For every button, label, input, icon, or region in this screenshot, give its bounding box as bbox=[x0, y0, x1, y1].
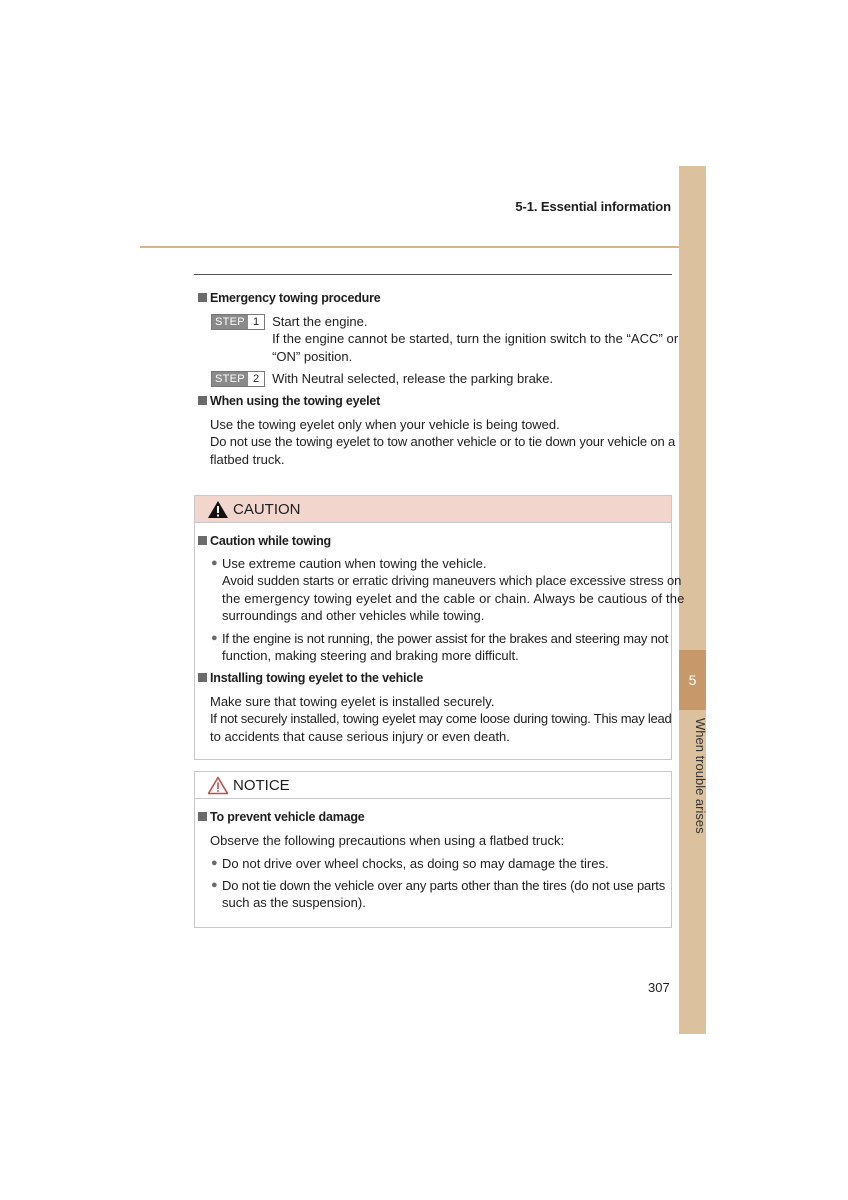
notice-heading bbox=[198, 810, 365, 824]
eyelet-line-2: Do not use the towing eyelet to tow another vehicle or to tie down your vehicle on a bbox=[210, 434, 676, 450]
caution-bullet-2 bbox=[211, 630, 669, 665]
step-label: STEP bbox=[212, 315, 248, 329]
notice-b2-line-1: Do not tie down the vehicle over any parts other than the tires (do not use parts bbox=[222, 878, 666, 893]
caution-install-heading-text: Installing towing eyelet to the vehicle bbox=[210, 671, 424, 685]
step-1-line-1: Start the engine. bbox=[272, 314, 368, 329]
square-bullet-icon bbox=[198, 673, 207, 682]
caution-b2-line-2: function, making steering and braking more difficult. bbox=[222, 648, 519, 664]
chapter-label: When trouble arises bbox=[693, 718, 708, 834]
eyelet-heading-text: When using the towing eyelet bbox=[210, 394, 381, 408]
caution-title: CAUTION bbox=[233, 500, 301, 518]
section-title: 5-1. Essential information bbox=[515, 199, 671, 214]
caution-b1-line-1: Use extreme caution when towing the vehicle. bbox=[222, 556, 487, 571]
notice-header bbox=[195, 772, 671, 799]
notice-bullet-1 bbox=[211, 855, 669, 872]
bullet-dot-icon: ● bbox=[211, 879, 218, 891]
page-number: 307 bbox=[648, 980, 670, 995]
caution-bullet-1 bbox=[211, 555, 685, 625]
caution-header bbox=[195, 496, 671, 523]
notice-intro: Observe the following precautions when using a flatbed truck: bbox=[210, 833, 565, 848]
bullet-dot-icon: ● bbox=[211, 632, 218, 644]
step-2 bbox=[211, 370, 553, 387]
notice-b2-line-2: such as the suspension). bbox=[222, 895, 366, 911]
notice-bullet-2 bbox=[211, 877, 669, 912]
square-bullet-icon bbox=[198, 293, 207, 302]
notice-title: NOTICE bbox=[233, 776, 290, 794]
notice-box bbox=[194, 771, 672, 928]
caution-b1-line-4: surroundings and other vehicles while towing. bbox=[222, 608, 485, 624]
warning-triangle-icon bbox=[207, 500, 229, 519]
caution-install-heading bbox=[198, 671, 423, 685]
content-divider bbox=[194, 274, 672, 275]
eyelet-line-3: flatbed truck. bbox=[210, 451, 285, 467]
step-1 bbox=[211, 313, 680, 365]
caution-s2-line-3: to accidents that cause serious injury or even death. bbox=[210, 728, 510, 744]
bullet-dot-icon: ● bbox=[211, 557, 218, 569]
emergency-heading bbox=[198, 291, 381, 305]
caution-install-text bbox=[210, 693, 670, 745]
notice-heading-text: To prevent vehicle damage bbox=[210, 810, 365, 824]
step-badge bbox=[211, 314, 265, 330]
bullet-dot-icon: ● bbox=[211, 857, 218, 869]
step-badge bbox=[211, 371, 265, 387]
chapter-tab bbox=[679, 650, 706, 710]
step-number: 2 bbox=[248, 372, 264, 386]
eyelet-text bbox=[210, 416, 676, 468]
notice-triangle-icon bbox=[207, 776, 229, 795]
caution-s2-line-1: Make sure that towing eyelet is installed securely. bbox=[210, 694, 495, 709]
caution-towing-heading-text: Caution while towing bbox=[210, 534, 331, 548]
step-2-line-1: With Neutral selected, release the parking brake. bbox=[272, 371, 554, 386]
step-label: STEP bbox=[212, 372, 248, 386]
caution-b1-line-2: Avoid sudden starts or erratic driving maneuvers which place excessive stress on bbox=[222, 573, 682, 589]
notice-b1-line-1: Do not drive over wheel chocks, as doing so may damage the tires. bbox=[222, 856, 609, 871]
eyelet-line-1: Use the towing eyelet only when your vehicle is being towed. bbox=[210, 417, 560, 432]
square-bullet-icon bbox=[198, 396, 207, 405]
caution-towing-heading bbox=[198, 534, 331, 548]
caution-b1-line-3: the emergency towing eyelet and the cable or chain. Always be cautious of the bbox=[222, 590, 685, 606]
caution-box bbox=[194, 495, 685, 760]
chapter-number: 5 bbox=[688, 672, 697, 688]
eyelet-heading bbox=[198, 394, 380, 408]
caution-s2-line-2: If not securely installed, towing eyelet may come loose during towing. This may lead bbox=[210, 711, 672, 727]
header-divider bbox=[140, 246, 706, 248]
step-1-line-3: “ON” position. bbox=[272, 348, 353, 364]
square-bullet-icon bbox=[198, 536, 207, 545]
square-bullet-icon bbox=[198, 812, 207, 821]
emergency-heading-text: Emergency towing procedure bbox=[210, 291, 381, 305]
step-1-line-2: If the engine cannot be started, turn the ignition switch to the “ACC” or bbox=[272, 331, 679, 347]
step-number: 1 bbox=[248, 315, 264, 329]
caution-b2-line-1: If the engine is not running, the power assist for the brakes and steering may not bbox=[222, 631, 669, 646]
